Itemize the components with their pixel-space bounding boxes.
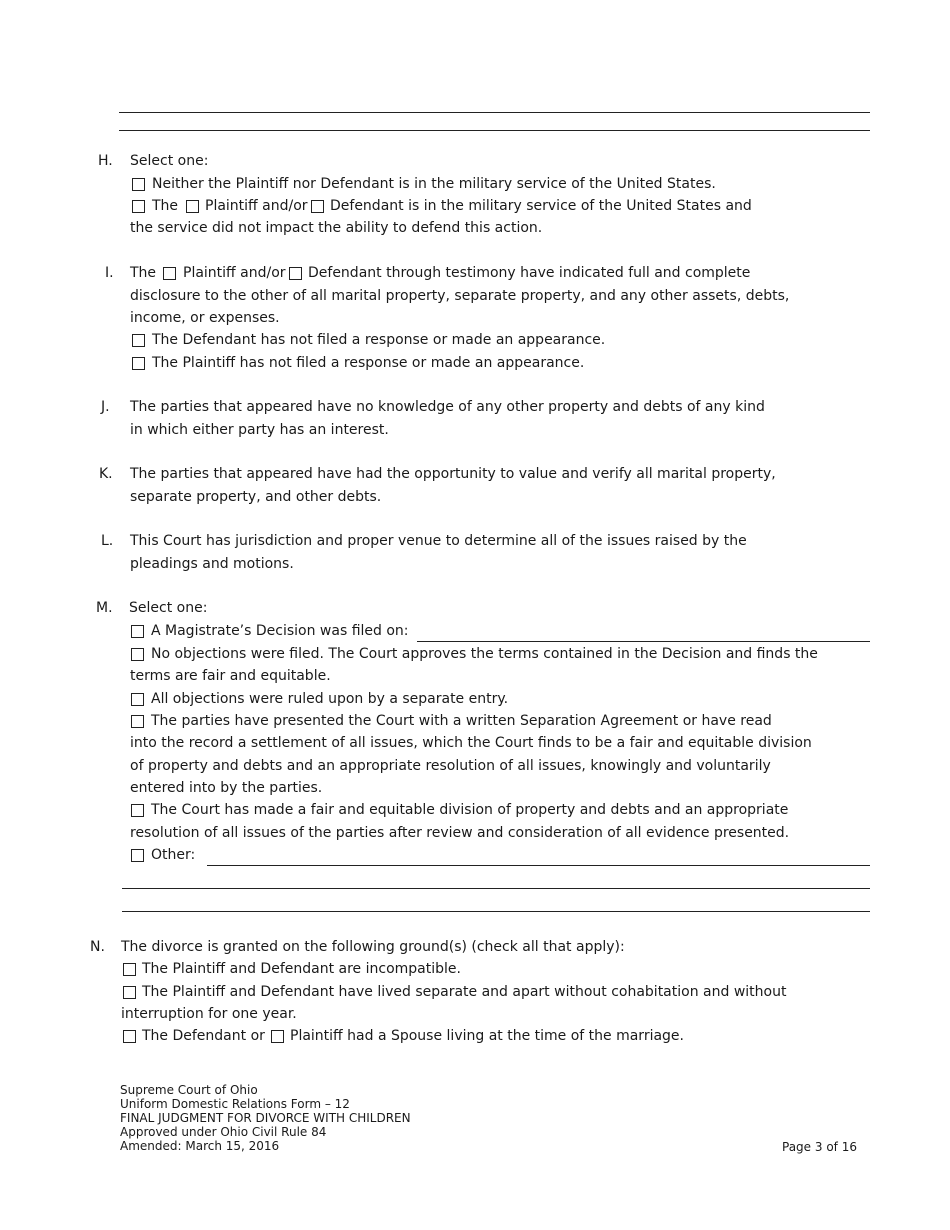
magistrate-decision-date-line[interactable] [417, 641, 870, 642]
section-k-line2: separate property, and other debts. [130, 489, 382, 505]
m-other-line-2[interactable] [122, 888, 870, 889]
section-h-prompt: Select one: [130, 153, 209, 169]
section-j-line2: in which either party has an interest. [130, 422, 389, 438]
section-j-line1: The parties that appeared have no knowledge of any other property and debts of any kind [130, 399, 765, 415]
checkbox-m-court-division[interactable] [131, 804, 144, 817]
section-m-letter: M. [96, 600, 113, 616]
section-m-option-5-line1: The Court has made a fair and equitable division of property and debts and an appropriate [151, 802, 789, 818]
section-l-letter: L. [101, 533, 114, 549]
blank-line-top-1[interactable] [119, 112, 870, 113]
section-h-letter: H. [98, 153, 113, 169]
section-i-the: The [130, 265, 157, 281]
checkbox-n-incompatible[interactable] [123, 963, 136, 976]
section-j-letter: J. [101, 399, 110, 415]
section-m-other-label: Other: [151, 847, 196, 863]
checkbox-i-defendant[interactable] [289, 267, 302, 280]
checkbox-i-plaintiff-no-response[interactable] [132, 357, 145, 370]
section-m-option-2-line2: terms are fair and equitable. [130, 668, 331, 684]
page-number: Page 3 of 16 [782, 1140, 857, 1154]
checkbox-n-lived-separate[interactable] [123, 986, 136, 999]
checkbox-n-defendant-spouse[interactable] [123, 1030, 136, 1043]
checkbox-h-military[interactable] [132, 200, 145, 213]
checkbox-n-plaintiff-spouse[interactable] [271, 1030, 284, 1043]
section-m-option-5-line2: resolution of all issues of the parties after review and consideration of all evidence presented. [130, 825, 790, 841]
section-h-option-2-plaintiff: Plaintiff and/or [205, 198, 308, 214]
section-m-option-4-line4: entered into by the parties. [130, 780, 323, 796]
checkbox-m-other[interactable] [131, 849, 144, 862]
section-n-option-2-line1: The Plaintiff and Defendant have lived separate and apart without cohabitation and without [142, 984, 787, 1000]
section-m-prompt: Select one: [129, 600, 208, 616]
section-n-prompt: The divorce is granted on the following ground(s) (check all that apply): [121, 939, 625, 955]
checkbox-m-separation-agreement[interactable] [131, 715, 144, 728]
checkbox-i-defendant-no-response[interactable] [132, 334, 145, 347]
checkbox-m-objections-ruled[interactable] [131, 693, 144, 706]
section-n-option-3-rest: Plaintiff had a Spouse living at the time of the marriage. [290, 1028, 684, 1044]
section-n-option-1: The Plaintiff and Defendant are incompatible. [142, 961, 461, 977]
m-other-line-3[interactable] [122, 911, 870, 912]
section-n-option-3-defendant: The Defendant or [142, 1028, 265, 1044]
section-i-defendant: Defendant through testimony have indicated full and complete [308, 265, 751, 281]
section-i-option-1: The Defendant has not filed a response or made an appearance. [152, 332, 606, 348]
blank-line-top-2[interactable] [119, 130, 870, 131]
checkbox-h-defendant[interactable] [311, 200, 324, 213]
checkbox-h-plaintiff[interactable] [186, 200, 199, 213]
section-h-option-2-the: The [152, 198, 179, 214]
section-m-option-2-line1: No objections were filed. The Court approves the terms contained in the Decision and finds the [151, 646, 818, 662]
section-l-line1: This Court has jurisdiction and proper venue to determine all of the issues raised by the [130, 533, 747, 549]
section-m-option-4-line2: into the record a settlement of all issues, which the Court finds to be a fair and equitable division [130, 735, 812, 751]
footer-approved: Approved under Ohio Civil Rule 84 [120, 1125, 327, 1139]
checkbox-m-no-objections[interactable] [131, 648, 144, 661]
section-h-option-1: Neither the Plaintiff nor Defendant is in the military service of the United States. [152, 176, 716, 192]
section-i-letter: I. [105, 265, 114, 281]
checkbox-i-plaintiff[interactable] [163, 267, 176, 280]
checkbox-h-neither-military[interactable] [132, 178, 145, 191]
footer-court: Supreme Court of Ohio [120, 1083, 258, 1097]
footer-form-number: Uniform Domestic Relations Form – 12 [120, 1097, 350, 1111]
section-h-option-2-defendant: Defendant is in the military service of the United States and [330, 198, 752, 214]
section-i-plaintiff: Plaintiff and/or [183, 265, 286, 281]
section-m-option-3: All objections were ruled upon by a separate entry. [151, 691, 509, 707]
section-h-option-2-line2: the service did not impact the ability to defend this action. [130, 220, 543, 236]
section-m-option-1: A Magistrate’s Decision was filed on: [151, 623, 409, 639]
m-other-line-1[interactable] [207, 865, 870, 866]
checkbox-m-magistrate-decision[interactable] [131, 625, 144, 638]
section-m-option-4-line3: of property and debts and an appropriate resolution of all issues, knowingly and voluntarily [130, 758, 771, 774]
section-n-option-2-line2: interruption for one year. [121, 1006, 297, 1022]
footer-form-title: FINAL JUDGMENT FOR DIVORCE WITH CHILDREN [120, 1111, 411, 1125]
section-i-line2: disclosure to the other of all marital property, separate property, and any other assets, debts, [130, 288, 790, 304]
section-l-line2: pleadings and motions. [130, 556, 294, 572]
section-k-letter: K. [99, 466, 113, 482]
footer-amended: Amended: March 15, 2016 [120, 1139, 280, 1153]
section-n-letter: N. [90, 939, 105, 955]
section-m-option-4-line1: The parties have presented the Court with a written Separation Agreement or have read [151, 713, 772, 729]
section-i-line3: income, or expenses. [130, 310, 280, 326]
section-k-line1: The parties that appeared have had the opportunity to value and verify all marital property, [130, 466, 776, 482]
section-i-option-2: The Plaintiff has not filed a response or made an appearance. [152, 355, 585, 371]
